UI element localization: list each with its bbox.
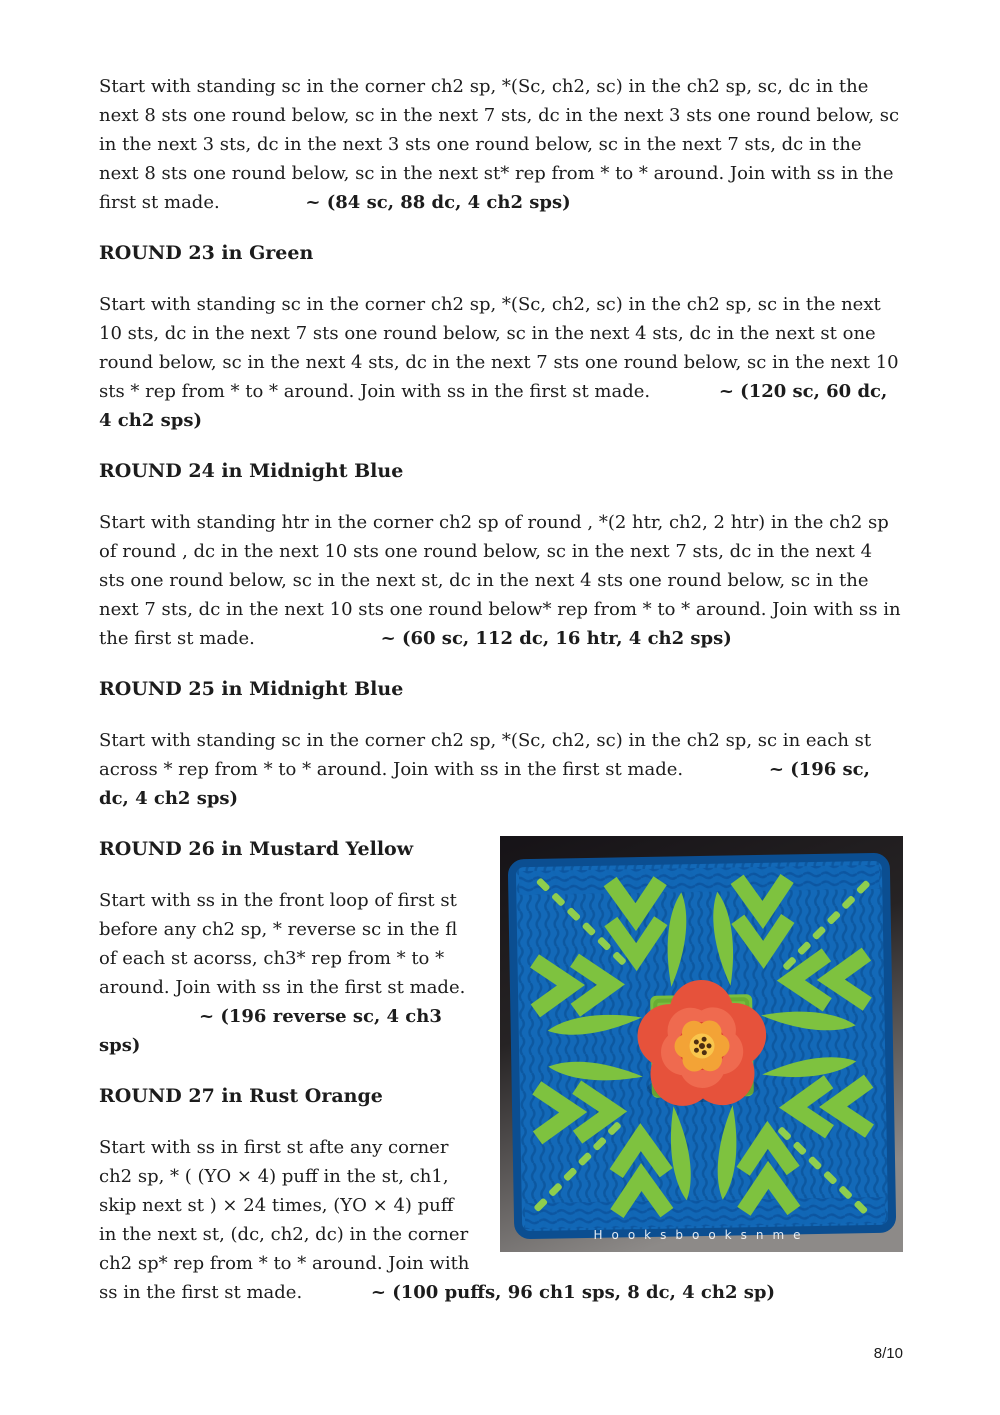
intro-stitch-total: ~ (84 sc, 88 dc, 4 ch2 sps) — [305, 192, 571, 213]
round-24-stitch-total: ~ (60 sc, 112 dc, 16 htr, 4 ch2 sps) — [380, 628, 732, 649]
heading-round-24: ROUND 24 in Midnight Blue — [99, 460, 404, 482]
tab-spacer — [99, 1021, 199, 1022]
crochet-square-photo — [500, 836, 903, 1252]
tab-spacer — [656, 396, 719, 397]
round-25-text: Start with standing sc in the corner ch2 sp, *(Sc, ch2, sc) in the ch2 sp, sc in each st across * rep from * to * around. Join with ss in the first st made. — [99, 730, 872, 780]
round-27-stitch-total: ~ (100 puffs, 96 ch1 sps, 8 dc, 4 ch2 sp) — [370, 1282, 775, 1303]
page-number: 8/10 — [873, 1345, 903, 1362]
heading-round-23: ROUND 23 in Green — [99, 242, 314, 264]
crochet-square-illustration — [500, 836, 903, 1252]
round-23-paragraph — [99, 290, 903, 435]
round-25-stitch-total: ~ (196 sc, dc, 4 ch2 sps) — [99, 759, 877, 809]
round-24-text: Start with standing htr in the corner ch2 sp of round , *(2 htr, ch2, 2 htr) in the ch2 sp of round , dc in the next 10 sts one round below, sc in the next 7 sts, dc in the next 4 sts one round below, sc in the next st, dc in the next 4 sts one round below, sc in the next 7 sts, dc in the next 10 sts one round below* rep from * to * around. Join with ss in the first st made. — [99, 512, 901, 649]
round-27-text: Start with ss in first st afte any corner ch2 sp, * ( (YO × 4) puff in the st, ch1, skip next st ) × 24 times, (YO × 4) puff in the next st, (dc, ch2, dc) in the corner ch2 sp* rep from * to * around. Join with ss in the first st made. — [99, 1137, 470, 1303]
intro-text: Start with standing sc in the corner ch2 sp, *(Sc, ch2, sc) in the ch2 sp, sc, dc in the next 8 sts one round below, sc in the next 7 sts, dc in the next 3 sts one round below, sc in the next 3 sts, dc in the next 3 sts one round below, sc in the next 7 sts, dc in the next 8 sts one round below, sc in the next st* rep from * to * around. Join with ss in the first st made. — [99, 76, 900, 213]
round-23-stitch-total: ~ (120 sc, 60 dc, 4 ch2 sps) — [99, 381, 888, 431]
heading-round-27: ROUND 27 in Rust Orange — [99, 1085, 383, 1107]
round-25-paragraph — [99, 726, 903, 813]
blue-square — [512, 857, 892, 1235]
round-26-text: Start with ss in the front loop of first st before any ch2 sp, * reverse sc in the fl of each st acorss, ch3* rep from * to * around. Join with ss in the first st made. — [99, 890, 466, 998]
round-26-stitch-total: ~ (196 reverse sc, 4 ch3 sps) — [99, 1006, 442, 1056]
heading-round-26: ROUND 26 in Mustard Yellow — [99, 838, 414, 860]
tab-spacer — [689, 774, 769, 775]
round-24-paragraph — [99, 508, 903, 653]
heading-round-25: ROUND 25 in Midnight Blue — [99, 678, 404, 700]
intro-paragraph — [99, 72, 903, 217]
tab-spacer — [261, 643, 381, 644]
photo-watermark: Hooksbooksnme — [593, 1228, 810, 1242]
tab-spacer — [308, 1297, 371, 1298]
tab-spacer — [225, 207, 305, 208]
round-23-text: Start with standing sc in the corner ch2 sp, *(Sc, ch2, sc) in the ch2 sp, sc in the next 10 sts, dc in the next 7 sts one round below, sc in the next 4 sts, dc in the next st one round below, sc in the next 4 sts, dc in the next 7 sts one round below, sc in the next 10 sts * rep from * to * around. Join with ss in the first st made. — [99, 294, 899, 402]
